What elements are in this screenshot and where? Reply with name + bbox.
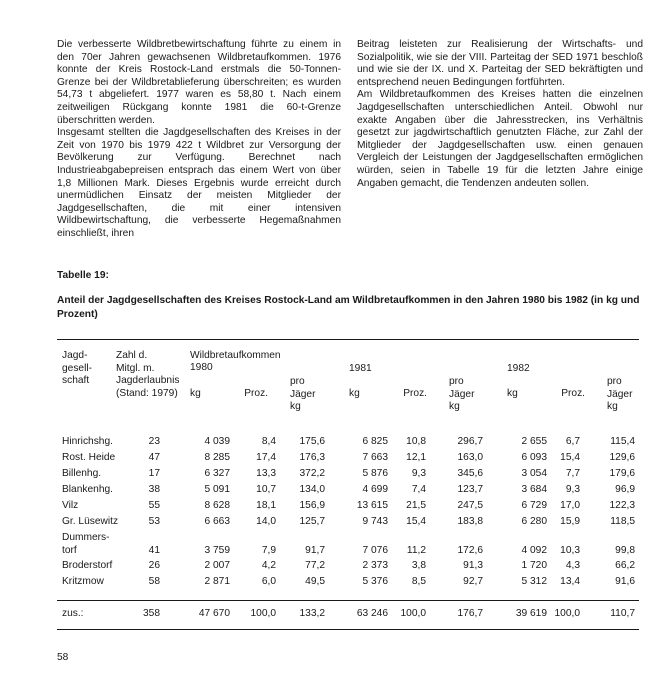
table-cell: 7 076 — [362, 544, 388, 556]
table-cell: 26 — [148, 560, 160, 571]
table-bottom-rule — [57, 629, 639, 630]
header-pro-jaeger: pro Jäger kg — [449, 376, 475, 413]
table-cell: 21,5 — [406, 500, 426, 511]
paragraph: Die verbesserte Wildbretbewirtschaftung führte zu einem in den 70er Jahren gewachsenen Wildbretaufkommen. 1976 konnte der Kreis Rostock-Land erstmals die 50-Tonnen-Grenze bei der Wildbretablieferung überschreiten; es wurden 54,73 t abgeliefert. 1977 waren es 58,80 t. Nach einem zeitweiligen Rückgang konnte 1981 die 60-t-Grenze überschritten werden. — [57, 39, 341, 126]
table-cell: 2 871 — [204, 576, 230, 587]
table-cell: 6,0 — [261, 576, 276, 587]
table-cell: 6 663 — [204, 516, 230, 527]
table-cell: 17 — [148, 468, 160, 479]
table-row-name: Gr. Lüsewitz — [62, 516, 119, 527]
table-cell: 13 615 — [356, 500, 388, 511]
table-cell: 123,7 — [457, 484, 483, 495]
table-cell: 9,3 — [411, 468, 426, 479]
table-cell: 118,5 — [610, 516, 635, 527]
table-cell: 179,6 — [609, 468, 635, 479]
table-cell: 55 — [148, 500, 160, 511]
table-cell: 99,8 — [615, 544, 635, 556]
table-cell: 91,7 — [305, 544, 325, 556]
table-cell: 15,9 — [560, 516, 580, 527]
table-cell: 3 684 — [521, 484, 547, 495]
header-jagdgesellschaft: Jagd- gesell- schaft — [62, 350, 93, 387]
table-cell: 38 — [148, 484, 160, 495]
table-cell: 92,7 — [463, 576, 483, 587]
table-cell: 3 759 — [204, 544, 230, 556]
table-cell: 125,7 — [299, 516, 325, 527]
table-cell: 8 628 — [204, 500, 230, 511]
table-cell: 296,7 — [457, 436, 483, 447]
table-cell: 6 327 — [204, 468, 230, 479]
table-cell: 183,8 — [457, 516, 483, 527]
table-cell: 122,3 — [609, 500, 635, 511]
table-cell: 2 655 — [521, 436, 547, 447]
table-cell: 66,2 — [615, 560, 635, 571]
table-cell: 9,3 — [565, 484, 580, 495]
table-cell: 5 376 — [362, 576, 388, 587]
table-cell: 172,6 — [457, 544, 483, 556]
table-cell: 9 743 — [362, 516, 388, 527]
table-cell: 12,1 — [406, 452, 426, 463]
table-cell: 3 054 — [521, 468, 547, 479]
header-pro-jaeger: pro Jäger kg — [607, 376, 633, 413]
header-year-1980: 1980 — [190, 362, 213, 373]
header-year-1981: 1981 — [349, 363, 372, 374]
table-cell: 41 — [148, 544, 160, 556]
header-proz: Proz. — [561, 388, 585, 399]
table-cell: 372,2 — [299, 468, 325, 479]
total-cell: 100,0 — [400, 608, 426, 619]
table-row-name: Rost. Heide — [62, 452, 116, 463]
right-text-column — [357, 39, 643, 190]
header-pro-jaeger: pro Jäger kg — [290, 376, 316, 413]
total-cell: 47 670 — [198, 608, 230, 619]
header-mitglieder: Zahl d. Mitgl. m. Jagderlaubnis (Stand: 1979) — [116, 350, 180, 399]
table-cell: 163,0 — [457, 452, 483, 463]
table-cell: 6 093 — [521, 452, 547, 463]
paragraph: Insgesamt stellten die Jagdgesellschaften des Kreises in der Zeit von 1970 bis 1979 422 t Wildbret zur Versorgung der Bevölkerung zur Verfügung. Berechnet nach Industrieabgabepreisen entsprach das einem Wert von über 1,8 Millionen Mark. Dieses Ergebnis wurde erreicht durch unermüdlichen Einsatz der meisten Mitglieder der Jagdgesellschaften, die mit einer intensiven Wildbewirtschaftung, die verbesserte Hegemaßnahmen einschließt, ihren — [57, 127, 341, 239]
table-cell: 13,3 — [256, 468, 276, 479]
table-row-name: Broderstorf — [62, 560, 113, 571]
table-cell: 91,6 — [615, 576, 635, 587]
table-cell: 8 285 — [204, 452, 230, 463]
table-row-name: Kritzmow — [62, 576, 104, 587]
table-cell: 4 092 — [521, 544, 547, 556]
paragraph: Beitrag leisteten zur Realisierung der Wirtschafts- und Sozialpolitik, wie sie der VIII. Parteitag der SED 1971 beschloß und wie sie der IX. und X. Parteitag der SED bekräftigten und entsprechend neuen Bedingungen fortführten. — [357, 39, 643, 88]
table-cell: 17,4 — [256, 452, 276, 463]
table-cell: 7 663 — [362, 452, 388, 463]
table-cell: 6 729 — [521, 500, 547, 511]
total-cell: 100,0 — [250, 608, 276, 619]
table-total-rule — [57, 600, 639, 601]
header-year-1982: 1982 — [507, 363, 530, 374]
table-cell: 15,4 — [560, 452, 580, 463]
header-kg: kg — [190, 388, 201, 399]
header-wildbretaufkommen: Wildbretaufkommen — [190, 350, 281, 361]
table-cell: 2 007 — [204, 560, 230, 571]
table-cell: 129,6 — [609, 452, 635, 463]
table-cell: 7,9 — [261, 544, 276, 556]
table-cell: 247,5 — [457, 500, 483, 511]
table-cell: 7,4 — [411, 484, 426, 495]
header-proz: Proz. — [403, 388, 427, 399]
table-cell: 134,0 — [299, 484, 325, 495]
total-cell: 358 — [143, 608, 160, 619]
table-cell: 10,3 — [560, 544, 580, 556]
table-cell: 6,7 — [565, 436, 580, 447]
table-cell: 8,5 — [411, 576, 426, 587]
table-cell: 10,8 — [406, 436, 426, 447]
total-row-label: zus.: — [62, 608, 84, 619]
table-cell: 345,6 — [457, 468, 483, 479]
table-cell: 18,1 — [256, 500, 276, 511]
table-cell: 7,7 — [565, 468, 580, 479]
table-row-name: Blankenhg. — [62, 484, 113, 495]
table-cell: 47 — [148, 452, 160, 463]
total-cell: 133,2 — [299, 608, 325, 619]
total-cell: 100,0 — [554, 608, 580, 619]
table-cell: 58 — [148, 576, 160, 587]
table-row-name: Billenhg. — [62, 468, 102, 479]
table-row-name: Hinrichshg. — [62, 436, 113, 447]
table-cell: 5 312 — [521, 576, 547, 587]
table-cell: 4,3 — [565, 560, 580, 571]
table-cell: 1 720 — [521, 560, 547, 571]
table-cell: 77,2 — [305, 560, 325, 571]
table-cell: 176,3 — [299, 452, 325, 463]
table-row-name: Vilz — [62, 500, 79, 511]
table-cell: 17,0 — [560, 500, 580, 511]
table-cell: 4,2 — [261, 560, 276, 571]
table-cell: 115,4 — [610, 436, 635, 447]
table-cell: 175,6 — [299, 436, 325, 447]
table-cell: 8,4 — [261, 436, 276, 447]
header-kg: kg — [349, 388, 360, 399]
table-cell: 13,4 — [560, 576, 580, 587]
table-cell: 6 280 — [521, 516, 547, 527]
table-row-name: Dummers- torf — [62, 532, 110, 556]
table-cell: 11,2 — [406, 544, 426, 556]
table-cell: 23 — [148, 436, 160, 447]
table-cell: 2 373 — [362, 560, 388, 571]
total-cell: 63 246 — [356, 608, 388, 619]
table-cell: 91,3 — [463, 560, 483, 571]
table-cell: 96,9 — [615, 484, 635, 495]
table-cell: 5 876 — [362, 468, 388, 479]
paragraph: Am Wildbretaufkommen des Kreises hatten die einzelnen Jagdgesellschaften unterschiedlichen Anteil. Obwohl nur exakte Angaben über die Jahresstrecken, ins Verhältnis gesetzt zur jagdwirtschaftlich genutzten Fläche, zur Zahl der Mitglieder der Jagdgesellschaften usw. einen genauen Vergleich der Leistungen der Jagdgesellschaften ermöglichen würden, seien in Tabelle 19 für die letzten Jahre einige Angaben gemacht, die Tendenzen andeuten sollen. — [357, 89, 643, 189]
table-cell: 4 039 — [204, 436, 230, 447]
table-cell: 3,8 — [411, 560, 426, 571]
table-label: Tabelle 19: — [57, 270, 109, 281]
total-cell: 176,7 — [457, 608, 483, 619]
left-text-column — [57, 39, 341, 241]
page-number: 58 — [57, 652, 69, 663]
table-cell: 53 — [148, 516, 160, 527]
table-cell: 4 699 — [362, 484, 388, 495]
table-cell: 5 091 — [204, 484, 230, 495]
total-cell: 39 619 — [515, 608, 547, 619]
header-kg: kg — [507, 388, 518, 399]
table-cell: 156,9 — [299, 500, 325, 511]
table-cell: 49,5 — [305, 576, 325, 587]
header-proz: Proz. — [244, 388, 268, 399]
table-title: Anteil der Jagdgesellschaften des Kreises Rostock-Land am Wildbretaufkommen in den Jahren 1980 bis 1982 (in kg und Prozent) — [57, 295, 640, 320]
table-cell: 14,0 — [256, 516, 276, 527]
total-cell: 110,7 — [610, 608, 635, 619]
table-cell: 15,4 — [406, 516, 426, 527]
table-top-rule — [57, 339, 639, 340]
table-cell: 10,7 — [256, 484, 276, 495]
table-cell: 6 825 — [362, 436, 388, 447]
